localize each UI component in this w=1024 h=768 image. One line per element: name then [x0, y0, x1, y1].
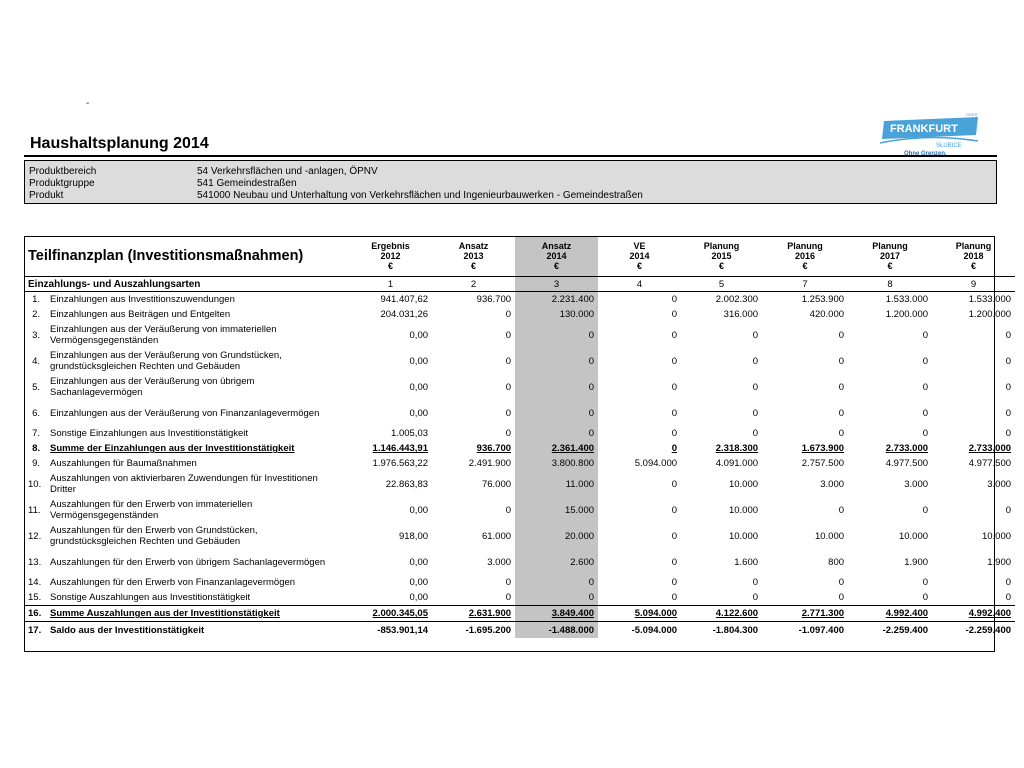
cell-value: 0 — [922, 381, 929, 393]
cell-value: 2.491.900 — [468, 458, 512, 469]
col-header: Planung 2016 € — [762, 236, 848, 277]
row-number: 14. — [28, 577, 42, 588]
cell-value: 0 — [515, 400, 598, 426]
cell-value: 0 — [505, 407, 512, 419]
col-number: 1 — [349, 277, 432, 292]
row-label: Einzahlungen aus Investitionszuwendungen — [50, 294, 235, 305]
cell-value: -1.804.300 — [681, 622, 762, 639]
col-header: Ergebnis 2012 € — [349, 236, 432, 277]
table-row — [24, 497, 1015, 523]
cell-value: 0 — [505, 428, 512, 439]
col-number: 3 — [515, 277, 598, 292]
cell-value: 0 — [838, 577, 845, 588]
cell-value: 0 — [505, 592, 512, 603]
cell-value: 0,00 — [409, 329, 429, 341]
cell-value: 10.000 — [728, 478, 759, 490]
cell-value: 2.318.300 — [715, 443, 759, 454]
table-row — [24, 307, 1015, 322]
cell-value: 0 — [505, 381, 512, 393]
row-label: Auszahlungen für den Erwerb von Grundstücken, grundstücksgleichen Rechten und Gebäuden — [50, 525, 258, 547]
table-row — [24, 575, 1015, 590]
table-row — [24, 523, 1015, 549]
cell-value: 0 — [1005, 577, 1012, 588]
cell-value: 0,00 — [409, 556, 429, 568]
cell-value: 0 — [752, 329, 759, 341]
cell-value: 204.031,26 — [380, 309, 429, 320]
cell-value: 10.000 — [898, 530, 929, 542]
cell-value: 4.992.400 — [932, 606, 1015, 622]
cell-value: 0 — [515, 322, 598, 348]
table-row — [24, 606, 1015, 622]
row-number: 11. — [28, 504, 41, 516]
cell-value: 0 — [922, 504, 929, 516]
cell-value: 0 — [1005, 428, 1012, 439]
cell-value: 2.733.000 — [968, 443, 1012, 454]
cell-value: 0,00 — [409, 504, 429, 516]
cell-value: 0,00 — [409, 407, 429, 419]
table-row — [24, 322, 1015, 348]
cell-value: 0 — [505, 577, 512, 588]
col-header: Planung 2018 € — [932, 236, 1015, 277]
info-key: Produktbereich — [29, 166, 97, 177]
cell-value: 0 — [922, 428, 929, 439]
cell-value: 1.900 — [904, 556, 929, 568]
cell-value: 0 — [671, 592, 678, 603]
row-label: Summe Auszahlungen aus der Investitionstätigkeit — [46, 606, 349, 622]
row-label: Saldo aus der Investitionstätigkeit — [46, 622, 349, 639]
cell-value: 0 — [1005, 504, 1012, 516]
product-info-box — [24, 160, 997, 204]
col-header: VE 2014 € — [598, 236, 681, 277]
cell-value: 10.000 — [814, 530, 845, 542]
cell-value: 0 — [671, 329, 678, 341]
cell-value: 3.849.400 — [515, 606, 598, 622]
cell-value: 10.000 — [728, 504, 759, 516]
cell-value: 0 — [922, 592, 929, 603]
table-row — [24, 590, 1015, 606]
row-label: Sonstige Einzahlungen aus Investitionstätigkeit — [50, 428, 249, 439]
cell-value: 0 — [922, 577, 929, 588]
cell-value: 0 — [1005, 407, 1012, 419]
cell-value: 0 — [671, 381, 678, 393]
cell-value: 0 — [515, 348, 598, 374]
cell-value: 22.863,83 — [385, 478, 429, 490]
col-header: Ansatz 2013 € — [432, 236, 515, 277]
col-header-highlight: Ansatz 2014 € — [515, 236, 598, 277]
cell-value: 0 — [671, 577, 678, 588]
col-header: Planung 2017 € — [848, 236, 932, 277]
cell-value: 941.407,62 — [380, 294, 429, 305]
info-key: Produkt — [29, 190, 64, 201]
cell-value: 1.600 — [734, 556, 759, 568]
row-number: 3. — [32, 329, 40, 341]
cell-value: 0 — [752, 577, 759, 588]
row-label: Auszahlungen von aktivierbaren Zuwendungen für Investitionen Dritter — [50, 473, 318, 495]
row-label: Summe der Einzahlungen aus der Investitionstätigkeit — [50, 443, 295, 454]
page-title: Haushaltsplanung 2014 — [30, 135, 209, 152]
table-header-row — [24, 236, 1015, 277]
frankfurt-slubice-logo — [878, 113, 980, 157]
cell-value: 2.002.300 — [715, 294, 759, 305]
row-label: Einzahlungen aus der Veräußerung von immateriellen Vermögensgegenständen — [50, 324, 277, 346]
cell-value: 918,00 — [398, 530, 429, 542]
cell-value: 1.200.000 — [885, 309, 929, 320]
cell-value: 1.533.000 — [885, 294, 929, 305]
cell-value: 10.000 — [981, 530, 1012, 542]
cell-value: 4.122.600 — [681, 606, 762, 622]
cell-value: 3.000 — [987, 478, 1012, 490]
cell-value: 936.700 — [476, 443, 512, 454]
col-number: 8 — [848, 277, 932, 292]
cell-value: 0 — [671, 309, 678, 320]
row-number: 4. — [32, 355, 40, 367]
row-label: Einzahlungen aus der Veräußerung von Finanzanlagevermögen — [50, 407, 320, 419]
cell-value: 4.091.000 — [715, 458, 759, 469]
cell-value: 0,00 — [409, 592, 429, 603]
cell-value: 4.977.500 — [968, 458, 1012, 469]
cell-value: 2.733.000 — [885, 443, 929, 454]
row-number: 2. — [32, 309, 40, 320]
info-value: 541 Gemeindestraßen — [197, 178, 297, 189]
finance-table — [24, 236, 1015, 638]
cell-value: -5.094.000 — [598, 622, 681, 639]
row-label: Einzahlungen aus der Veräußerung von übrigem Sachanlagevermögen — [50, 376, 255, 398]
row-number: 16. — [24, 606, 46, 622]
cell-value: 0 — [671, 478, 678, 490]
cell-value: 0 — [671, 428, 678, 439]
cell-value: 0 — [752, 428, 759, 439]
cell-value: 0 — [838, 381, 845, 393]
cell-value: 0 — [1005, 381, 1012, 393]
row-label: Einzahlungen aus Beiträgen und Entgelten — [50, 309, 231, 320]
title-rule — [24, 155, 997, 157]
cell-value: 0 — [515, 374, 598, 400]
cell-value: 11.000 — [515, 471, 598, 497]
cell-value: 3.000 — [820, 478, 845, 490]
cell-value: 0 — [922, 329, 929, 341]
row-number: 10. — [28, 478, 42, 490]
cell-value: 0 — [515, 426, 598, 441]
row-number: 15. — [28, 592, 42, 603]
svg-text:FRANKFURT: FRANKFURT — [890, 123, 958, 135]
cell-value: -2.259.400 — [932, 622, 1015, 639]
row-label: Sonstige Auszahlungen aus Investitionstätigkeit — [50, 592, 251, 603]
table-row — [24, 456, 1015, 471]
cell-value: 0 — [515, 575, 598, 590]
table-row — [24, 471, 1015, 497]
row-number: 7. — [32, 428, 40, 439]
cell-value: -1.488.000 — [515, 622, 598, 639]
cell-value: 2.231.400 — [515, 292, 598, 308]
cell-value: 0 — [922, 407, 929, 419]
cell-value: 2.600 — [515, 549, 598, 575]
cell-value: -1.097.400 — [762, 622, 848, 639]
cell-value: -853.901,14 — [349, 622, 432, 639]
cell-value: 3.000 — [904, 478, 929, 490]
cell-value: 0 — [671, 556, 678, 568]
svg-text:ODER: ODER — [966, 113, 978, 117]
svg-text:Ohne Grenzen.: Ohne Grenzen. — [904, 151, 947, 157]
cell-value: 1.900 — [987, 556, 1012, 568]
cell-value: 2.000.345,05 — [349, 606, 432, 622]
cell-value: 0 — [505, 309, 512, 320]
cell-value: 936.700 — [476, 294, 512, 305]
cell-value: 1.146.443,91 — [372, 443, 429, 454]
cell-value: 0 — [671, 355, 678, 367]
row-number: 9. — [32, 458, 40, 469]
info-key: Produktgruppe — [29, 178, 95, 189]
cell-value: 0 — [838, 504, 845, 516]
row-number: 8. — [32, 443, 40, 454]
table-subheader-row — [24, 277, 1015, 292]
cell-value: 0 — [671, 294, 678, 305]
row-number: 6. — [32, 407, 40, 419]
cell-value: 5.094.000 — [598, 606, 681, 622]
cell-value: 0 — [838, 428, 845, 439]
cell-value: 0 — [505, 329, 512, 341]
table-title: Teilfinanzplan (Investitionsmaßnahmen) — [24, 236, 349, 277]
cell-value: 15.000 — [515, 497, 598, 523]
info-value: 541000 Neubau und Unterhaltung von Verkehrsflächen und Ingenieurbauwerken - Gemeindestraßen — [197, 190, 643, 201]
cell-value: 3.000 — [487, 556, 512, 568]
cell-value: 800 — [828, 556, 845, 568]
cell-value: -1.695.200 — [432, 622, 515, 639]
table-subtitle: Einzahlungs- und Auszahlungsarten — [24, 277, 349, 292]
cell-value: 0 — [838, 407, 845, 419]
cell-value: -2.259.400 — [848, 622, 932, 639]
col-number: 4 — [598, 277, 681, 292]
table-row — [24, 374, 1015, 400]
cell-value: 0 — [1005, 592, 1012, 603]
cell-value: 2.361.400 — [515, 441, 598, 456]
row-label: Auszahlungen für Baumaßnahmen — [50, 458, 197, 469]
cell-value: 0,00 — [409, 355, 429, 367]
row-number: 12. — [28, 530, 42, 542]
cell-value: 4.992.400 — [848, 606, 932, 622]
cell-value: 2.631.900 — [432, 606, 515, 622]
col-number: 9 — [932, 277, 1015, 292]
row-label: Einzahlungen aus der Veräußerung von Grundstücken, grundstücksgleichen Rechten und Gebäuden — [50, 350, 282, 372]
cell-value: 0,00 — [409, 577, 429, 588]
cell-value: 0 — [671, 443, 678, 454]
cell-value: 0 — [752, 381, 759, 393]
cell-value: 0 — [752, 407, 759, 419]
col-header: Planung 2015 € — [681, 236, 762, 277]
table-row — [24, 549, 1015, 575]
cell-value: 0 — [505, 504, 512, 516]
cell-value: 0 — [515, 590, 598, 606]
row-number: 13. — [28, 556, 42, 568]
table-row — [24, 348, 1015, 374]
cell-value: 0 — [671, 407, 678, 419]
cell-value: 316.000 — [723, 309, 759, 320]
col-number: 2 — [432, 277, 515, 292]
cell-value: 1.253.900 — [801, 294, 845, 305]
cell-value: 0 — [505, 355, 512, 367]
row-number: 1. — [32, 294, 40, 305]
cell-value: 3.800.800 — [515, 456, 598, 471]
cell-value: 1.005,03 — [391, 428, 429, 439]
row-label: Auszahlungen für den Erwerb von übrigem Sachanlagevermögen — [50, 556, 326, 568]
cell-value: 4.977.500 — [885, 458, 929, 469]
table-row — [24, 426, 1015, 441]
cell-value: 0 — [838, 329, 845, 341]
table-row — [24, 441, 1015, 456]
cell-value: 0 — [838, 592, 845, 603]
cell-value: 61.000 — [481, 530, 512, 542]
cell-value: 0 — [922, 355, 929, 367]
cell-value: 76.000 — [481, 478, 512, 490]
cell-value: 0 — [1005, 355, 1012, 367]
row-number: 5. — [32, 381, 40, 393]
cell-value: 1.976.563,22 — [372, 458, 429, 469]
cell-value: 130.000 — [515, 307, 598, 322]
cell-value: 1.673.900 — [801, 443, 845, 454]
svg-text:SŁUBICE: SŁUBICE — [936, 143, 962, 149]
cell-value: 0 — [671, 504, 678, 516]
table-row — [24, 400, 1015, 426]
cell-value: 0 — [671, 530, 678, 542]
cell-value: 20.000 — [515, 523, 598, 549]
cell-value: 0 — [1005, 329, 1012, 341]
cell-value: 2.771.300 — [762, 606, 848, 622]
row-label: Auszahlungen für den Erwerb von immateriellen Vermögensgegenständen — [50, 499, 253, 521]
info-value: 54 Verkehrsflächen und -anlagen, ÖPNV — [197, 166, 378, 177]
header-dash: - — [86, 98, 90, 109]
col-number: 5 — [681, 277, 762, 292]
cell-value: 10.000 — [728, 530, 759, 542]
cell-value: 2.757.500 — [801, 458, 845, 469]
cell-value: 1.200.000 — [968, 309, 1012, 320]
cell-value: 1.533.000 — [968, 294, 1012, 305]
table-row — [24, 292, 1015, 308]
cell-value: 0,00 — [409, 381, 429, 393]
cell-value: 0 — [838, 355, 845, 367]
row-label: Auszahlungen für den Erwerb von Finanzanlagevermögen — [50, 577, 296, 588]
cell-value: 0 — [752, 592, 759, 603]
cell-value: 5.094.000 — [634, 458, 678, 469]
cell-value: 0 — [752, 355, 759, 367]
col-number: 7 — [762, 277, 848, 292]
table-row — [24, 622, 1015, 639]
cell-value: 420.000 — [809, 309, 845, 320]
row-number: 17. — [24, 622, 46, 639]
